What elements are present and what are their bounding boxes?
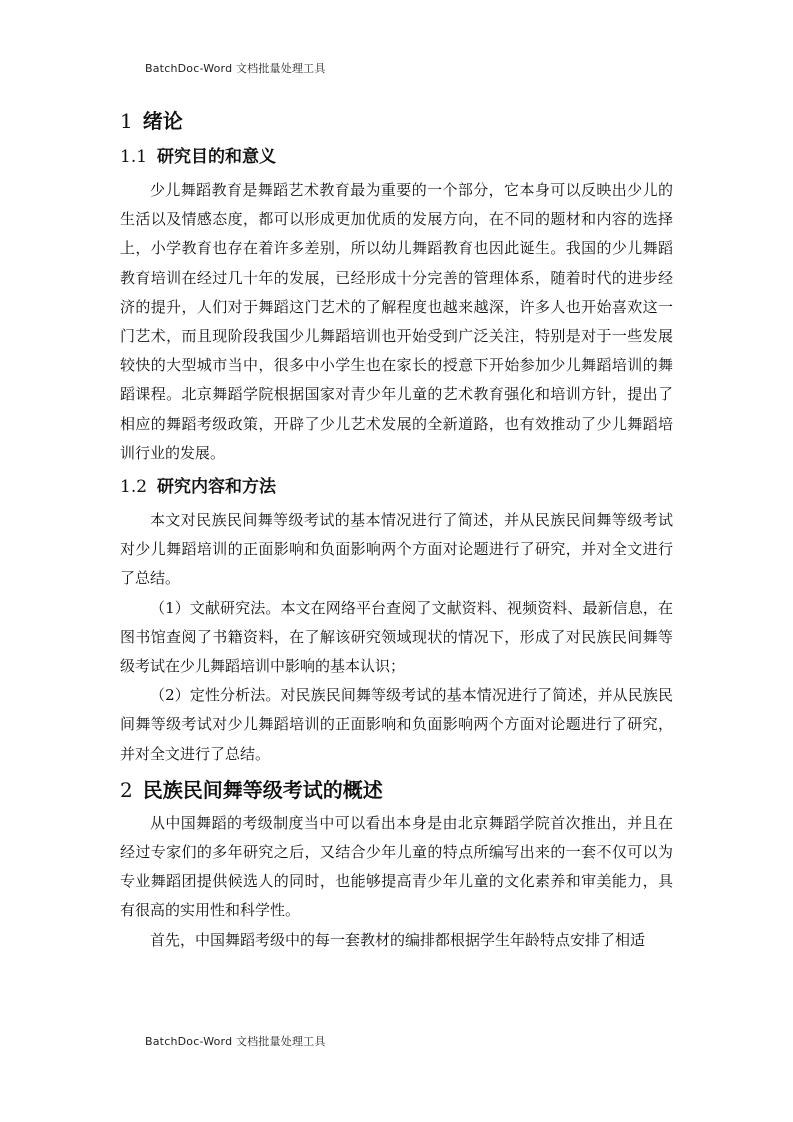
paragraph-content-overview: 本文对民族民间舞等级考试的基本情况进行了简述，并从民族民间舞等级考试对少儿舞蹈培训的正面影响和负面影响两个方面对论题进行了研究，并对全文进行了总结。 (120, 511, 673, 588)
chapter-1-heading (120, 104, 673, 138)
chapter-1-title: 绪论 (142, 109, 183, 133)
section-1-2-heading (120, 470, 673, 504)
paragraph-purpose: 少儿舞蹈教育是舞蹈艺术教育最为重要的一个部分，它本身可以反映出少儿的生活以及情感态度，都可以形成更加优质的发展方向，在不同的题材和内容的选择上，小学教育也存在着许多差别，所以幼儿舞蹈教育也因此诞生。我国的少儿舞蹈教育培训在经过几十年的发展，已经形成十分完善的管理体系，随着时代的进步经济的提升，人们对于舞蹈这门艺术的了解程度也越来越深，许多人也开始喜欢这一门艺术，而且现阶段我国少儿舞蹈培训也开始受到广泛关注，特别是对于一些发展较快的大型城市当中，很多中小学生也在家长的授意下开始参加少儿舞蹈培训的舞蹈课程。北京舞蹈学院根据国家对青少年儿童的艺术教育强化和培训方针，提出了相应的舞蹈考级政策，开辟了少儿艺术发展的全新道路，也有效推动了少儿舞蹈培训行业的发展。 (120, 181, 673, 462)
paragraph-exam-first: 首先，中国舞蹈考级中的每一套教材的编排都根据学生年龄特点安排了相适 (150, 930, 646, 949)
page-footer: BatchDoc-Word 文档批量处理工具 (145, 1035, 326, 1048)
section-1-1-number: 1.1 (120, 147, 148, 167)
chapter-2-number: 2 (120, 777, 133, 802)
paragraph-exam-origin: 从中国舞蹈的考级制度当中可以看出本身是由北京舞蹈学院首次推出，并且在经过专家们的多年研究之后，又结合少年儿童的特点所编写出来的一套不仅可以为专业舞蹈团提供候选人的同时，也能够提高青少年儿童的文化素养和审美能力，具有很高的实用性和科学性。 (120, 813, 673, 920)
section-1-1-heading (120, 140, 673, 174)
chapter-1-number: 1 (120, 109, 133, 133)
document-body (120, 100, 673, 955)
section-1-2-title: 研究内容和方法 (157, 477, 277, 498)
chapter-2-heading (120, 773, 673, 807)
section-1-2-number: 1.2 (120, 477, 148, 498)
paragraph-method-qualitative: （2）定性分析法。对民族民间舞等级考试的基本情况进行了简述，并从民族民间舞等级考试对少儿舞蹈培训的正面影响和负面影响两个方面对论题进行了研究，并对全文进行了总结。 (120, 686, 673, 763)
chapter-2-title: 民族民间舞等级考试的概述 (142, 777, 383, 802)
page-header: BatchDoc-Word 文档批量处理工具 (145, 62, 326, 75)
paragraph-method-literature: （1）文献研究法。本文在网络平台查阅了文献资料、视频资料、最新信息，在图书馆查阅了书籍资料，在了解该研究领域现状的情况下，形成了对民族民间舞等级考试在少儿舞蹈培训中影响的基本认识； (120, 598, 673, 676)
section-1-1-title: 研究目的和意义 (157, 147, 277, 167)
